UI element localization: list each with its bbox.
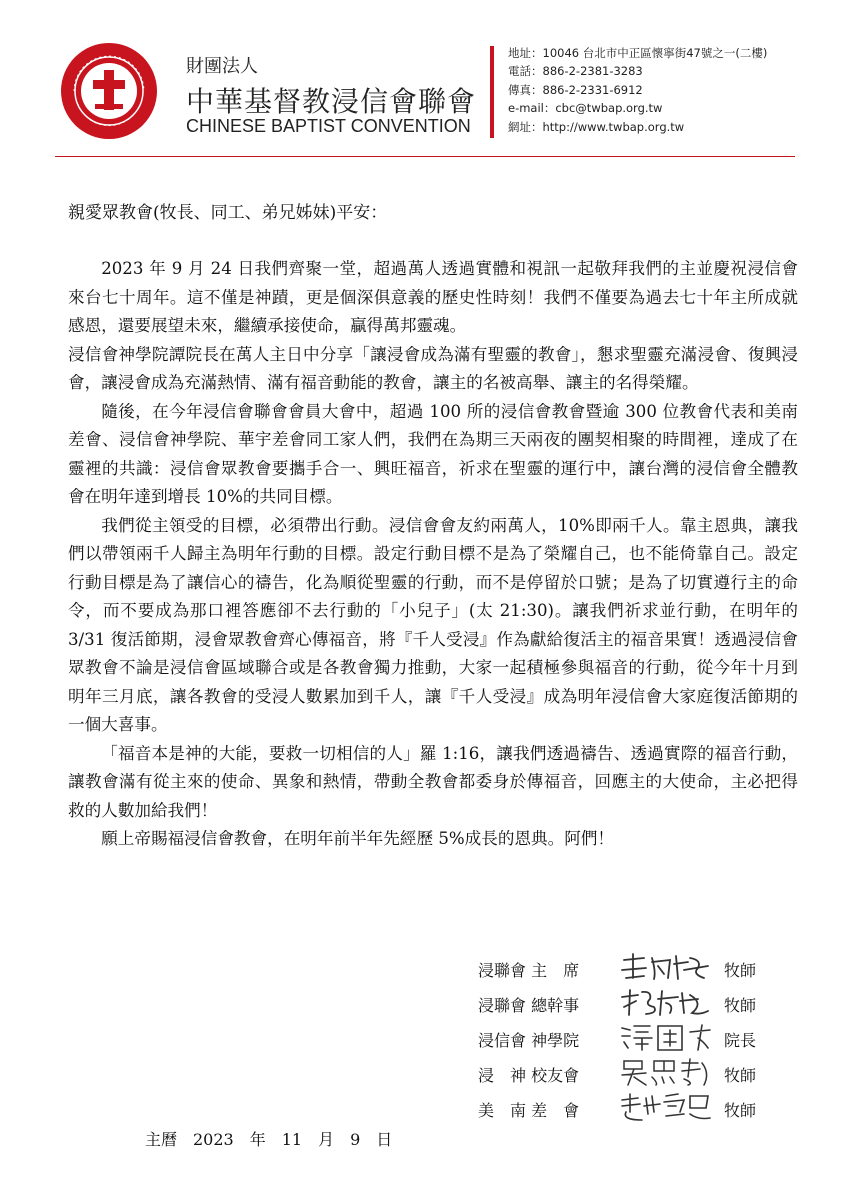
org-prefix: 財團法人	[186, 56, 258, 77]
signature-row	[478, 950, 798, 985]
signer-title: 牧師	[724, 996, 757, 1015]
signature-block	[478, 950, 798, 1125]
convention-logo	[60, 42, 158, 140]
paragraph-6: 願上帝賜福浸信會教會，在明年前半年先經歷 5%成長的恩典。阿們！	[101, 829, 615, 848]
letter-greeting: 親愛眾教會(牧長、同工、弟兄姊妹)平安：	[68, 203, 388, 223]
signer-title: 牧師	[724, 1101, 757, 1120]
contact-address: 地址：10046 台北市中正區懷寧街47號之一(二樓)	[508, 46, 768, 60]
paragraph-2: 浸信會神學院譚院長在萬人主日中分享「讓浸會成為滿有聖靈的教會」，懇求聖靈充滿浸會、復興浸會，讓浸會成為充滿熱情、滿有福音動能的教會，讓主的名被高舉、讓主的名得榮耀。	[68, 344, 798, 392]
signer-role: 浸聯會 主 席	[478, 961, 580, 980]
signature-row	[478, 1055, 798, 1090]
handwritten-signature	[618, 987, 713, 1017]
signer-title: 牧師	[724, 961, 757, 980]
handwritten-signature	[618, 1057, 713, 1087]
handwritten-signature	[618, 952, 713, 982]
letter-date: 主曆 2023 年 11 月 9 日	[145, 1130, 393, 1149]
handwritten-signature	[618, 1022, 713, 1052]
signer-role: 美 南 差 會	[478, 1101, 580, 1120]
contact-info	[508, 44, 767, 136]
contact-website[interactable]: 網址：http://www.twbap.org.tw	[508, 119, 685, 134]
signer-role: 浸聯會 總幹事	[478, 996, 580, 1015]
header-rule	[55, 156, 795, 157]
paragraph-3: 隨後，在今年浸信會聯會會員大會中，超過 100 所的浸信會教會暨逾 300 位教會代表和美南差會、浸信會神學院、華宇差會同工家人們，我們在為期三天兩夜的團契相聚的時間裡，達成了在靈裡的共識：浸信會眾教會要攜手合一、興旺福音，祈求在聖靈的運行中，讓台灣的浸信會全體教會在明年達到增長 10%的共同目標。	[68, 401, 798, 506]
signer-role: 浸信會 神學院	[478, 1031, 580, 1050]
org-name-english: CHINESE BAPTIST CONVENTION	[186, 116, 471, 136]
signer-title: 牧師	[724, 1066, 757, 1085]
contact-phone: 電話：886-2-2381-3283	[508, 64, 643, 79]
letter-body	[68, 255, 798, 854]
contact-fax: 傳真：886-2-2331-6912	[508, 82, 643, 97]
org-name: 中華基督教浸信會聯會	[186, 85, 477, 118]
signature-row	[478, 1090, 798, 1125]
contact-email[interactable]: e-mail：cbc@twbap.org.tw	[508, 101, 663, 116]
signer-title: 院長	[724, 1031, 757, 1050]
handwritten-signature	[618, 1092, 713, 1122]
signer-role: 浸 神 校友會	[478, 1066, 580, 1085]
letterhead-divider	[490, 46, 494, 138]
signature-row	[478, 985, 798, 1020]
paragraph-4: 我們從主領受的目標，必須帶出行動。浸信會會友約兩萬人，10%即兩千人。靠主恩典，讓我們以帶領兩千人歸主為明年行動的目標。設定行動目標不是為了榮耀自己，也不能倚靠自己。設定行動目標是為了讓信心的禱告，化為順從聖靈的行動，而不是停留於口號；是為了切實遵行主的命令，而不要成為那口裡答應卻不去行動的「小兒子」(太 21:30)。讓我們祈求並行動，在明年的 3/31 復活節期，浸會眾教會齊心傳福音，將『千人受浸』作為獻給復活主的福音果實！透過浸信會眾教會不論是浸信會區域聯合或是各教會獨力推動，大家一起積極參與福音的行動，從今年十月到明年三月底，讓各教會的受浸人數累加到千人，讓『千人受浸』成為明年浸信會大家庭復活節期的一個大喜事。	[68, 515, 798, 734]
signature-row	[478, 1020, 798, 1055]
paragraph-1: 2023 年 9 月 24 日我們齊聚一堂，超過萬人透過實體和視訊一起敬拜我們的主並慶祝浸信會來台七十周年。這不僅是神蹟，更是個深俱意義的歷史性時刻！我們不僅要為過去七十年主所成就感恩，還要展望未來，繼續承接使命，贏得萬邦靈魂。	[68, 259, 798, 335]
paragraph-5: 「福音本是神的大能，要救一切相信的人」羅 1:16，讓我們透過禱告、透過實際的福音行動，讓教會滿有從主來的使命、異象和熱情，帶動全教會都委身於傳福音，回應主的大使命，主必把得救的人數加給我們！	[68, 743, 798, 820]
